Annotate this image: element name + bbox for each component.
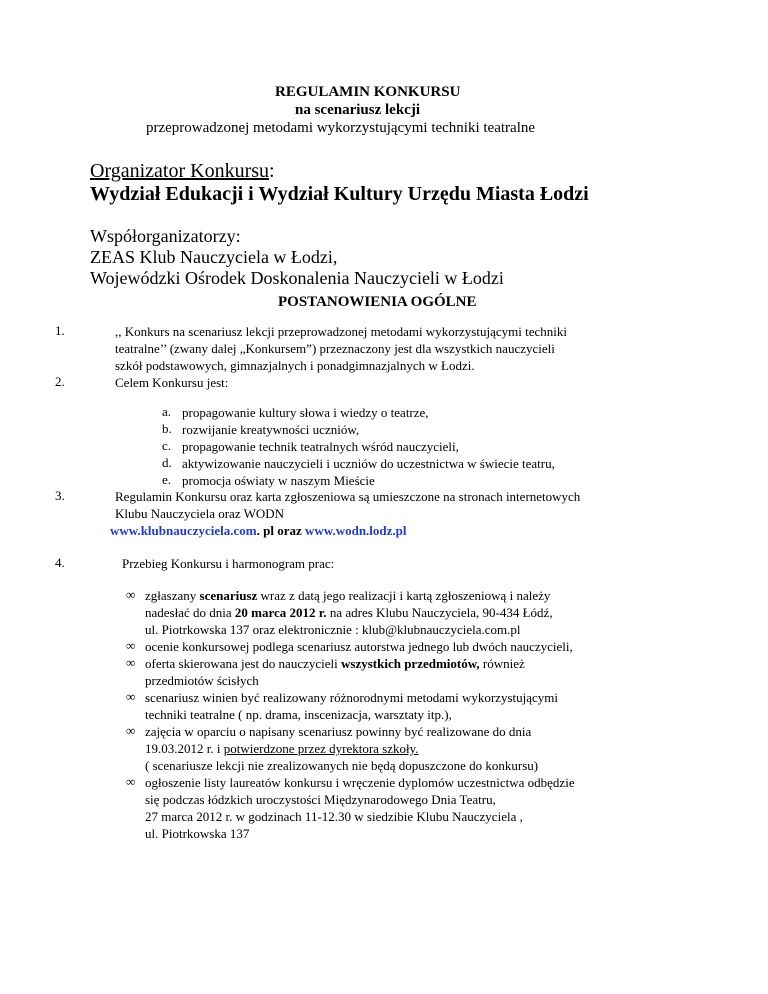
bullet-line: scenariusz winien być realizowany różnorodnymi metodami wykorzystującymi bbox=[145, 690, 558, 705]
infinity-bullet-icon: ∞ bbox=[126, 723, 136, 738]
list-letter: c. bbox=[162, 438, 172, 453]
text-span: również bbox=[479, 656, 525, 671]
point-1-line: szkół podstawowych, gimnazjalnych i ponadgimnazjalnych w Łodzi. bbox=[115, 358, 475, 373]
list-item: promocja oświaty w naszym Mieście bbox=[182, 473, 375, 488]
point-number: 3. bbox=[55, 488, 65, 503]
point-3-line: Regulamin Konkursu oraz karta zgłoszeniowa są umieszczone na stronach internetowych bbox=[115, 489, 581, 504]
list-letter: a. bbox=[162, 404, 172, 419]
point-1-line: teatralne’’ (zwany dalej „Konkursem”) przeznaczony jest dla wszystkich nauczycieli bbox=[115, 341, 555, 356]
text-span: nadesłać do dnia bbox=[145, 605, 235, 620]
organizer-label: Organizator Konkursu bbox=[90, 160, 270, 182]
text-span: 19.03.2012 r. i bbox=[145, 741, 224, 756]
point-1-text bbox=[115, 323, 567, 374]
bullet-item-3 bbox=[145, 655, 685, 689]
bullet-line bbox=[145, 604, 685, 621]
bullet-line bbox=[145, 655, 685, 672]
organizer-heading bbox=[90, 160, 275, 183]
bullet-line: techniki teatralne ( np. drama, inscenizacja, warsztaty itp.), bbox=[145, 707, 452, 722]
coorganizers-label: Współorganizatorzy: bbox=[90, 226, 241, 246]
underlined-span: potwierdzone przez dyrektora szkoły. bbox=[223, 741, 419, 756]
organizer-colon: : bbox=[269, 160, 275, 182]
bold-span: scenariusz bbox=[199, 588, 258, 603]
bold-span: 20 marca 2012 r. bbox=[234, 605, 327, 620]
point-number: 1. bbox=[55, 323, 65, 338]
link-separator: . pl oraz bbox=[256, 523, 306, 538]
bullet-line: ul. Piotrkowska 137 oraz elektronicznie : klub@klubnauczyciela.com.pl bbox=[145, 622, 521, 637]
list-item: rozwijanie kreatywności uczniów, bbox=[182, 422, 360, 437]
bullet-line: zajęcia w oparciu o napisany scenariusz powinny być realizowane do dnia bbox=[145, 724, 532, 739]
point-4-text: Przebieg Konkursu i harmonogram prac: bbox=[122, 556, 335, 571]
point-3-links bbox=[110, 522, 407, 539]
bullet-line: się podczas łódzkich uroczystości Międzynarodowego Dnia Teatru, bbox=[145, 792, 496, 807]
infinity-bullet-icon: ∞ bbox=[126, 774, 136, 789]
bullet-line: ul. Piotrkowska 137 bbox=[145, 826, 250, 841]
point-number: 2. bbox=[55, 374, 65, 389]
section-title: POSTANOWIENIA OGÓLNE bbox=[278, 294, 477, 310]
bullet-item-2: ocenie konkursowej podlega scenariusz autorstwa jednego lub dwóch nauczycieli, bbox=[145, 639, 573, 654]
text-span: zgłaszany bbox=[145, 588, 200, 603]
list-letter: e. bbox=[162, 472, 172, 487]
list-item: aktywizowanie nauczycieli i uczniów do uczestnictwa w świecie teatru, bbox=[182, 456, 555, 471]
point-1-line: ,, Konkurs na scenariusz lekcji przeprowadzonej metodami wykorzystującymi techniki bbox=[115, 324, 567, 339]
bullet-line bbox=[145, 740, 685, 757]
list-letter: d. bbox=[162, 455, 172, 470]
bullet-line: przedmiotów ścisłych bbox=[145, 673, 259, 688]
document-title: REGULAMIN KONKURSU bbox=[275, 84, 461, 100]
point-number: 4. bbox=[55, 555, 65, 570]
bullet-item-5 bbox=[145, 723, 685, 774]
point-3-line: Klubu Nauczyciela oraz WODN bbox=[115, 506, 285, 521]
bullet-line: ogłoszenie listy laureatów konkursu i wręczenie dyplomów uczestnictwa odbędzie bbox=[145, 775, 575, 790]
link-wodn[interactable]: www.wodn.lodz.pl bbox=[305, 523, 407, 538]
bullet-line bbox=[145, 587, 685, 604]
bold-span: wszystkich przedmiotów, bbox=[341, 656, 480, 671]
coorganizer-item: Wojewódzki Ośrodek Doskonalenia Nauczycieli w Łodzi bbox=[90, 268, 504, 288]
bullet-item-4 bbox=[145, 689, 685, 723]
infinity-bullet-icon: ∞ bbox=[126, 638, 136, 653]
list-item: propagowanie kultury słowa i wiedzy o teatrze, bbox=[182, 405, 429, 420]
bullet-line: ( scenariusze lekcji nie zrealizowanych nie będą dopuszczone do konkursu) bbox=[145, 758, 539, 773]
point-2-text: Celem Konkursu jest: bbox=[115, 375, 229, 390]
coorganizer-item: ZEAS Klub Nauczyciela w Łodzi, bbox=[90, 247, 338, 267]
bullet-item-1 bbox=[145, 587, 685, 638]
bullet-item-6 bbox=[145, 774, 685, 842]
document-description: przeprowadzonej metodami wykorzystującymi techniki teatralne bbox=[146, 120, 536, 136]
text-span: na adres Klubu Nauczyciela, 90-434 Łódź, bbox=[326, 605, 553, 620]
infinity-bullet-icon: ∞ bbox=[126, 689, 136, 704]
list-item: propagowanie technik teatralnych wśród nauczycieli, bbox=[182, 439, 459, 454]
infinity-bullet-icon: ∞ bbox=[126, 587, 136, 602]
link-klubnauczyciela[interactable]: www.klubnauczyciela.com bbox=[110, 523, 257, 538]
organizer-name: Wydział Edukacji i Wydział Kultury Urzędu Miasta Łodzi bbox=[90, 183, 589, 205]
list-letter: b. bbox=[162, 421, 172, 436]
text-span: wraz z datą jego realizacji i kartą zgłoszeniową i należy bbox=[257, 588, 551, 603]
infinity-bullet-icon: ∞ bbox=[126, 655, 136, 670]
bullet-line: 27 marca 2012 r. w godzinach 11-12.30 w siedzibie Klubu Nauczyciela , bbox=[145, 809, 523, 824]
document-subtitle: na scenariusz lekcji bbox=[295, 102, 420, 118]
text-span: oferta skierowana jest do nauczycieli bbox=[145, 656, 341, 671]
